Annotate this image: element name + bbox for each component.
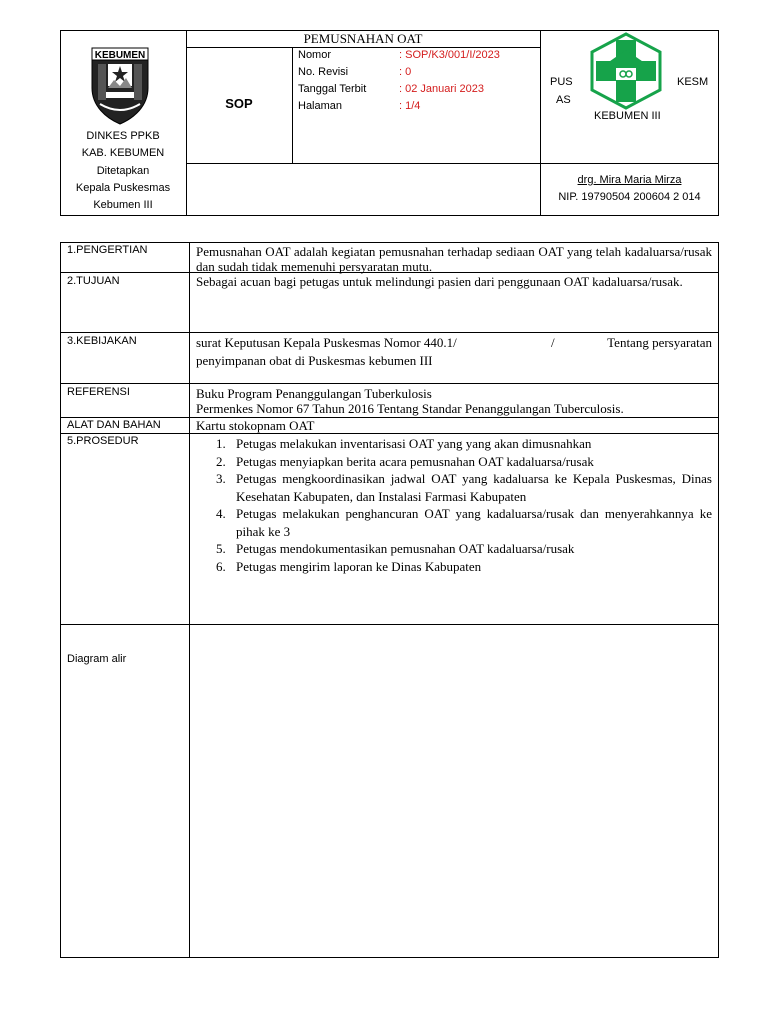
divider	[292, 47, 293, 163]
divider	[60, 332, 719, 333]
list-item	[196, 558, 712, 576]
logo-text-kebumen: KEBUMEN III	[594, 110, 661, 122]
meta-value: : 02 Januari 2023	[399, 83, 485, 95]
referensi-line-1: Buku Program Penanggulangan Tuberkulosis	[196, 386, 432, 401]
signature-nip: NIP. 19790504 200604 2 014	[558, 191, 701, 203]
label-alat: ALAT DAN BAHAN	[67, 419, 161, 431]
ditetapkan-line-2: Kepala Puskesmas	[75, 182, 171, 194]
step-number: 5.	[216, 541, 226, 556]
text-referensi	[196, 386, 712, 416]
step-text: Petugas melakukan inventarisasi OAT yang yang akan dimusnahkan	[236, 436, 592, 451]
prosedur-list	[196, 435, 712, 575]
logo-text-pus: PUS	[550, 76, 573, 88]
text-pengertian: Pemusnahan OAT adalah kegiatan pemusnahan terhadap sediaan OAT yang telah kadaluarsa/rusak dan sudah tidak memenuhi persyaratan mutu.	[196, 244, 712, 274]
step-number: 6.	[216, 558, 226, 574]
step-text: Petugas menyiapkan berita acara pemusnahan OAT kadaluarsa/rusak	[236, 453, 594, 469]
step-text: Petugas melakukan penghancuran OAT yang kadaluarsa/rusak dan menyerahkannya ke pihak ke 3	[236, 506, 712, 539]
step-number: 3.	[216, 471, 226, 486]
list-item	[196, 505, 712, 540]
label-kebijakan: 3.KEBIJAKAN	[67, 335, 137, 347]
kebijakan-text-b: /	[551, 335, 555, 350]
ditetapkan-line-3: Kebumen III	[93, 199, 153, 211]
list-item	[196, 540, 712, 558]
meta-label: Nomor	[298, 49, 332, 61]
step-text: Petugas mengirim laporan ke Dinas Kabupaten	[236, 558, 482, 574]
meta-value: : 0	[399, 66, 412, 78]
kebijakan-line-1	[196, 334, 712, 352]
divider	[60, 624, 719, 625]
referensi-line-2: Permenkes Nomor 67 Tahun 2016 Tentang Standar Penanggulangan Tuberculosis.	[196, 401, 624, 416]
list-item	[196, 435, 712, 453]
puskesmas-logo	[586, 32, 666, 110]
meta-row-tanggal	[298, 81, 538, 98]
meta-row-halaman	[298, 98, 538, 115]
ditetapkan-block	[60, 163, 186, 214]
crest-label: KEBUMEN	[94, 50, 146, 61]
logo-text-as: AS	[556, 94, 571, 106]
meta-value: : 1/4	[399, 100, 421, 112]
list-item	[196, 453, 712, 471]
kebijakan-line-2: penyimpanan obat di Puskesmas kebumen III	[196, 353, 433, 368]
step-number: 4.	[216, 506, 226, 521]
step-number: 2.	[216, 453, 226, 469]
kebijakan-text-a: surat Keputusan Kepala Puskesmas Nomor 440.1/	[196, 335, 457, 350]
page-title: PEMUSNAHAN OAT	[303, 31, 423, 46]
divider	[186, 163, 719, 164]
label-diagram: Diagram alir	[67, 653, 127, 665]
ditetapkan-line-1: Ditetapkan	[96, 165, 150, 177]
step-number: 1.	[216, 436, 226, 451]
org-name	[60, 128, 186, 162]
divider	[186, 30, 187, 216]
label-pengertian: 1.PENGERTIAN	[67, 244, 148, 256]
text-alat: Kartu stokopnam OAT	[196, 418, 315, 433]
list-item	[196, 470, 712, 505]
sop-label: SOP	[225, 96, 253, 111]
kebijakan-text-c: Tentang persyaratan	[607, 335, 712, 350]
label-prosedur: 5.PROSEDUR	[67, 435, 139, 447]
meta-label: Tanggal Terbit	[298, 83, 367, 95]
divider	[60, 383, 719, 384]
text-kebijakan	[196, 334, 712, 370]
meta-value: : SOP/K3/001/I/2023	[399, 49, 500, 61]
text-tujuan: Sebagai acuan bagi petugas untuk melindungi pasien dari penggunaan OAT kadaluarsa/rusak.	[196, 274, 683, 289]
meta-row-revisi	[298, 64, 538, 81]
org-line-2: KAB. KEBUMEN	[81, 147, 165, 159]
logo-text-kesm: KESM	[677, 76, 709, 88]
step-text: Petugas mendokumentasikan pemusnahan OAT kadaluarsa/rusak	[236, 541, 575, 556]
org-line-1: DINKES PPKB	[86, 130, 160, 142]
label-referensi: REFERENSI	[67, 386, 130, 398]
divider	[189, 242, 190, 958]
meta-fields	[298, 47, 538, 115]
kebumen-crest-logo	[86, 44, 154, 126]
signature-name: drg. Mira Maria Mirza	[577, 174, 682, 186]
signature-block	[540, 172, 719, 206]
label-tujuan: 2.TUJUAN	[67, 275, 120, 287]
step-text: Petugas mengkoordinasikan jadwal OAT yang kadaluarsa ke Kepala Puskesmas, Dinas Kesehatan Kabupaten, dan Instalasi Farmasi Kabupaten	[236, 471, 712, 504]
meta-row-nomor	[298, 47, 538, 64]
meta-label: Halaman	[298, 100, 343, 112]
meta-label: No. Revisi	[298, 66, 349, 78]
